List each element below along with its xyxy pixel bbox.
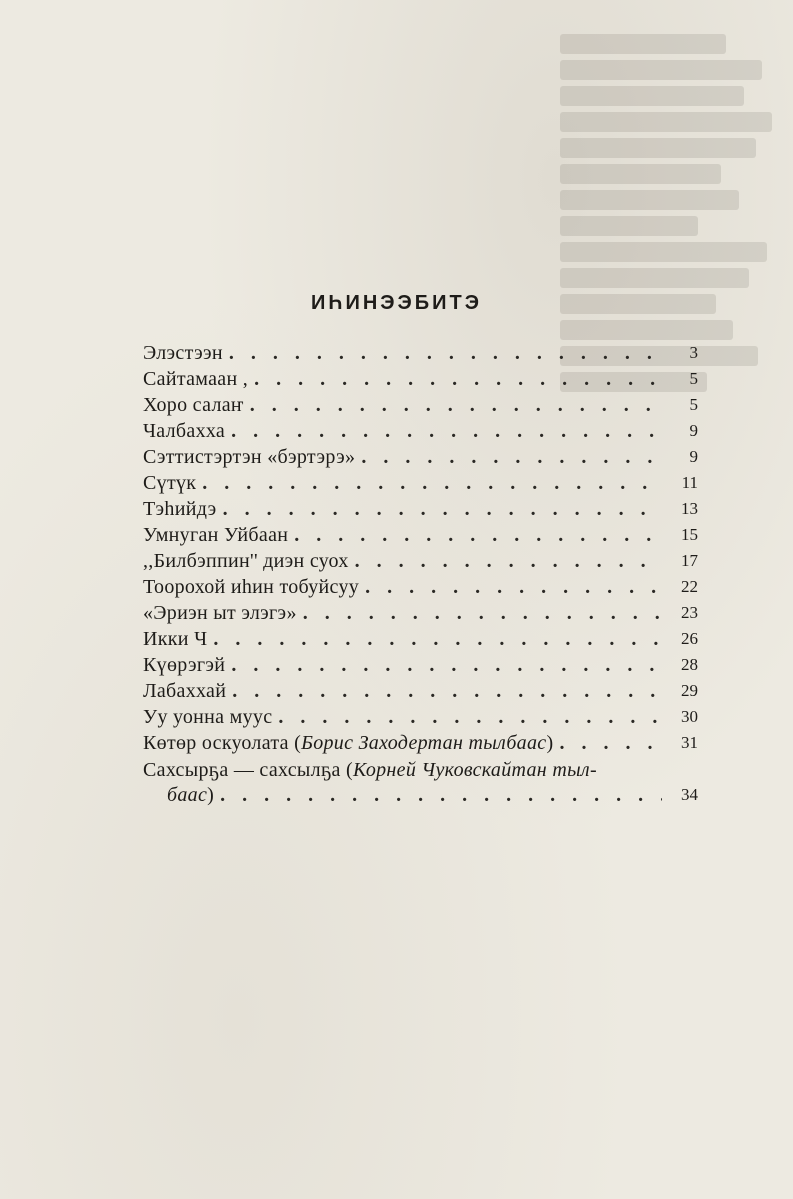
- toc-row: [143, 704, 698, 730]
- toc-title-translator-cont: баас: [167, 784, 208, 806]
- toc-title-translator: Борис Заходертан тылбаас: [301, 732, 547, 754]
- toc-row: [143, 600, 698, 626]
- table-of-contents: [143, 340, 698, 808]
- toc-title: ,,Билбэппин'' диэн суох: [143, 550, 349, 572]
- toc-page: 3: [689, 343, 698, 362]
- toc-row-multiline: [143, 758, 698, 808]
- toc-page: 23: [681, 603, 698, 622]
- toc-title: Тэһийдэ: [143, 498, 217, 520]
- toc-row: [143, 730, 698, 756]
- toc-title: [143, 758, 597, 782]
- leader-dots: [303, 600, 662, 626]
- toc-row: [143, 626, 698, 652]
- toc-row: [143, 444, 698, 470]
- toc-title: «Эриэн ыт элэгэ»: [143, 602, 297, 624]
- leader-dots: [365, 574, 662, 600]
- toc-row: [143, 418, 698, 444]
- toc-page: 5: [689, 369, 698, 388]
- toc-row: [143, 522, 698, 548]
- leader-dots: [229, 340, 662, 366]
- toc-page: 34: [681, 785, 698, 804]
- toc-row: [143, 652, 698, 678]
- toc-row: [143, 392, 698, 418]
- toc-title-close: ): [207, 784, 215, 806]
- toc-title: Күөрэгэй: [143, 654, 226, 676]
- leader-dots: [232, 678, 662, 704]
- toc-title: Элэстээн: [143, 342, 223, 364]
- toc-row: [143, 496, 698, 522]
- leader-dots: [202, 470, 662, 496]
- toc-row: [143, 548, 698, 574]
- toc-title: [143, 730, 553, 756]
- toc-page: 26: [681, 629, 698, 648]
- toc-title: Тоорохой иһин тобуйсуу: [143, 576, 360, 598]
- page-title: ИҺИНЭЭБИТЭ: [311, 292, 482, 314]
- leader-dots: [355, 548, 662, 574]
- toc-title: Сэттистэртэн «бэртэрэ»: [143, 446, 356, 468]
- toc-page: 29: [681, 681, 698, 700]
- toc-title: Лабаххай: [143, 680, 227, 702]
- leader-dots: [213, 626, 662, 652]
- toc-title: Сүтүк: [143, 472, 197, 494]
- toc-page: 15: [681, 525, 698, 544]
- toc-line: [143, 758, 698, 782]
- toc-page: 30: [681, 707, 698, 726]
- leader-dots: [559, 730, 662, 756]
- toc-title-text: Көтөр оскуолата (: [143, 732, 302, 754]
- toc-title: Сайтамаан ,: [143, 368, 249, 390]
- leader-dots: [223, 496, 662, 522]
- leader-dots: [231, 418, 662, 444]
- leader-dots: [250, 392, 662, 418]
- toc-title-text: Сахсырҕа — сахсылҕа (: [143, 759, 353, 781]
- toc-row: [143, 574, 698, 600]
- toc-title: Уу уонна муус: [143, 706, 273, 728]
- toc-page: 22: [681, 577, 698, 596]
- toc-title: Умнуган Уйбаан: [143, 524, 289, 546]
- toc-page: 28: [681, 655, 698, 674]
- leader-dots: [220, 782, 662, 808]
- toc-page: 17: [681, 551, 698, 570]
- leader-dots: [294, 522, 662, 548]
- toc-title-close: ): [546, 732, 554, 754]
- toc-row: [143, 470, 698, 496]
- leader-dots: [254, 366, 662, 392]
- leader-dots: [278, 704, 662, 730]
- toc-page: 13: [681, 499, 698, 518]
- toc-line: [143, 782, 698, 808]
- toc-page: 9: [689, 421, 698, 440]
- toc-title-translator: Корней Чуковскайтан тыл-: [353, 759, 597, 781]
- leader-dots: [231, 652, 662, 678]
- toc-page: 5: [689, 395, 698, 414]
- toc-row: [143, 340, 698, 366]
- toc-title: Хоро салаҥ: [143, 394, 244, 416]
- toc-title: Икки Ч: [143, 628, 208, 650]
- toc-page: 11: [681, 473, 698, 492]
- toc-title-continued: [143, 782, 214, 808]
- toc-row: [143, 678, 698, 704]
- toc-row: [143, 366, 698, 392]
- toc-title: Чалбахха: [143, 420, 226, 442]
- leader-dots: [361, 444, 662, 470]
- toc-page: 9: [689, 447, 698, 466]
- toc-page: 31: [681, 733, 698, 752]
